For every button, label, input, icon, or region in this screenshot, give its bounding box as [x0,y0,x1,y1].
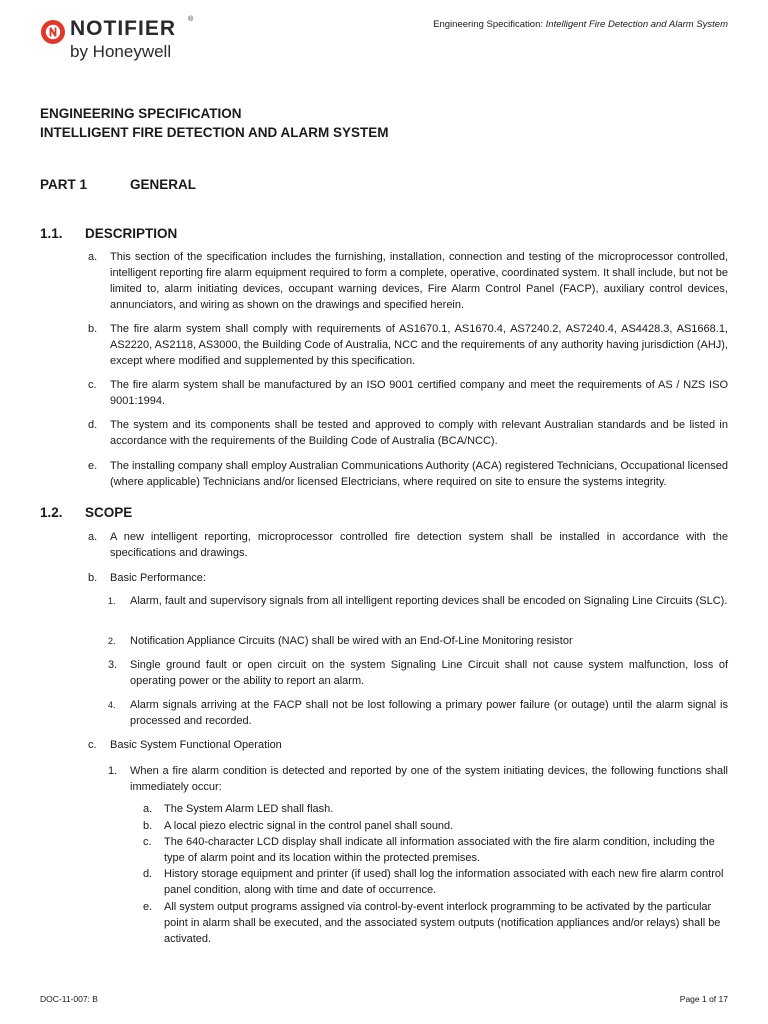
list-item: Single ground fault or open circuit on the system Signaling Line Circuit shall not cause system malfunction, loss of operating power or the ability to report an alarm. [130,659,728,687]
document-title-line-1: ENGINEERING SPECIFICATION [40,106,242,121]
list-marker: d. [143,868,153,880]
list-item: When a fire alarm condition is detected and reported by one of the system initiating devices, the following functions shall immediately occur: [130,765,728,793]
list-item: The fire alarm system shall be manufactured by an ISO 9001 certified company and meet the requirements of AS / NZS ISO 9001:1994. [110,379,728,407]
notifier-logo-icon [40,19,66,45]
list-item: The fire alarm system shall comply with requirements of AS1670.1, AS1670.4, AS7240.2, AS7240.4, AS4428.3, AS1668.1, AS2220, AS2118, AS3000, the Building Code of Australia, NCC and the requirements of any authority having jurisdiction (AHJ), except where modified and supplemented by this specification. [110,323,728,367]
list-item: The 640-character LCD display shall indicate all information associated with the fire alarm condition, including the type of alarm point and its location within the protected premises. [164,836,715,864]
spec-title: Intelligent Fire Detection and Alarm System [545,19,728,30]
list-item: All system output programs assigned via control-by-event interlock programming to be activated by the particular point in alarm shall be executed, and the associated system outputs (notification appliances and/or relays) shall be activated. [164,901,721,945]
section-number: 1.1. [40,226,63,241]
logo-registered-mark: ® [188,16,194,23]
list-marker: b. [88,323,98,335]
list-item: The system and its components shall be tested and approved to comply with relevant Australian standards and be listed in accordance with the requirements of the Building Code of Australia (BCA/NCC). [110,419,728,447]
list-item: Alarm signals arriving at the FACP shall not be lost following a primary power failure (or outage) until the alarm signal is processed and recorded. [130,699,728,727]
list-item: This section of the specification includes the furnishing, installation, connection and testing of the microprocessor controlled, intelligent reporting fire alarm equipment required to form a complete, operative, coordinated system. It shall include, but not be limited to, alarm initiating devices, occupant warning devices, Fire Alarm Control Panel (FACP), auxiliary control devices, annunciators, and wiring as shown on the drawings and specified herein. [110,251,728,311]
page-number: Page 1 of 17 [679,994,728,1004]
list-marker: e. [88,460,98,472]
list-item: The System Alarm LED shall flash. [164,803,334,815]
list-marker: 4. [108,700,116,710]
section-number: 1.2. [40,505,63,520]
logo-wordmark: NOTIFIER [70,17,176,40]
list-marker: c. [88,379,97,391]
document-number: DOC-11-007: B [40,994,98,1004]
running-header [433,19,728,30]
list-item: A new intelligent reporting, microprocessor controlled fire detection system shall be installed in accordance with the specifications and drawings. [110,531,728,559]
list-marker: c. [143,836,152,848]
document-title-line-2: INTELLIGENT FIRE DETECTION AND ALARM SYSTEM [40,125,389,140]
list-marker: a. [88,251,98,263]
list-item: Notification Appliance Circuits (NAC) shall be wired with an End-Of-Line Monitoring resistor [130,635,573,647]
part-number: PART 1 [40,177,88,192]
list-item: History storage equipment and printer (if used) shall log the information associated with each new fire alarm control panel condition, along with time and date of occurrence. [164,868,724,896]
logo-subtitle: by Honeywell [70,42,172,61]
list-marker: a. [88,531,98,543]
list-item: Basic Performance: [110,572,206,584]
spec-label: Engineering Specification: [433,19,544,30]
list-marker: 1. [108,765,118,777]
section-heading: SCOPE [85,505,133,520]
list-item: A local piezo electric signal in the control panel shall sound. [164,820,454,832]
list-marker: b. [143,820,153,832]
list-marker: b. [88,572,98,584]
list-item: The installing company shall employ Australian Communications Authority (ACA) registered Technicians, Occupational licensed (where applicable) Technicians and/or licensed Electricians, where required on site to ensure the systems integrity. [110,460,728,488]
list-marker: 1. [108,596,116,606]
list-marker: 3. [108,659,118,671]
list-item: Basic System Functional Operation [110,739,282,751]
list-marker: c. [88,739,97,751]
list-marker: e. [143,901,153,913]
list-marker: 2. [108,636,116,646]
section-heading: DESCRIPTION [85,226,178,241]
list-marker: d. [88,419,98,431]
part-name: GENERAL [130,177,197,192]
list-marker: a. [143,803,153,815]
list-item: Alarm, fault and supervisory signals from all intelligent reporting devices shall be encoded on Signaling Line Circuits (SLC). [130,595,728,607]
